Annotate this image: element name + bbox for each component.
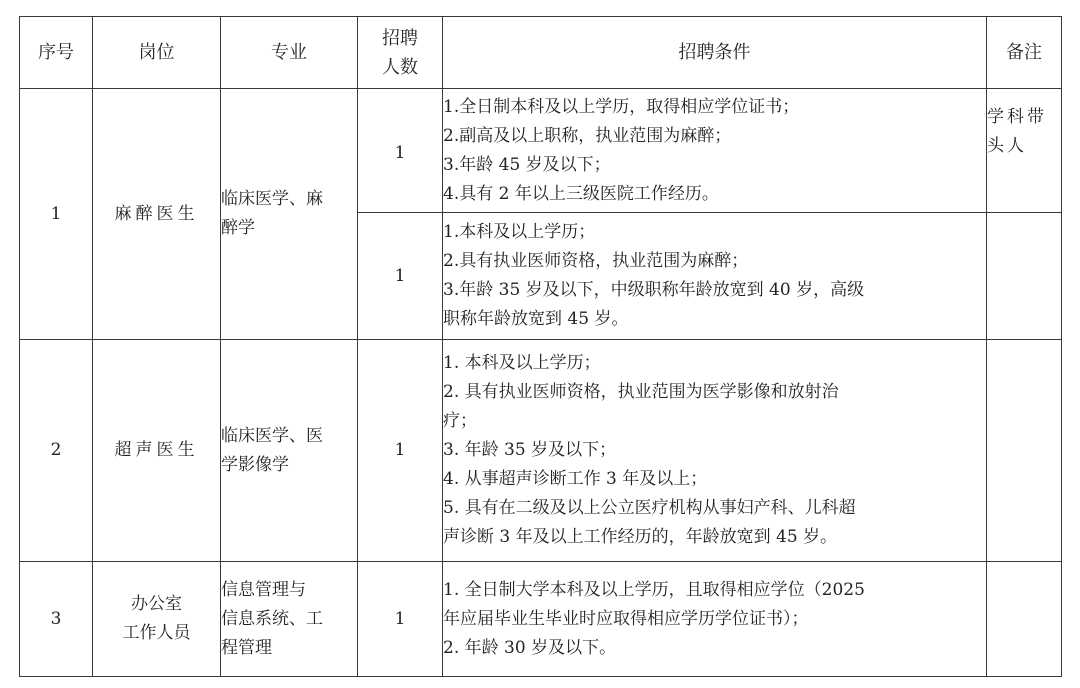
row1-position-text: 麻醉医生 xyxy=(114,203,199,224)
row2-position-text: 超声医生 xyxy=(114,440,199,460)
requirement-line: 1. 本科及以上学历； xyxy=(443,353,601,373)
row1a-count: 1 xyxy=(358,89,443,213)
row3-position xyxy=(93,562,221,677)
requirement-line: 职称年龄放宽到 45 岁。 xyxy=(443,309,629,329)
requirement-line: 3.年龄 45 岁及以下； xyxy=(443,154,611,175)
row3-position-line: 办公室 xyxy=(131,594,182,614)
remark-line: 学科带 xyxy=(987,107,1047,127)
requirement-line: 1.全日制本科及以上学历，取得相应学位证书； xyxy=(443,96,800,117)
table-row-1a xyxy=(20,89,1062,213)
requirement-line: 4. 从事超声诊断工作 3 年及以上； xyxy=(443,469,708,489)
requirement-line: 年应届毕业生毕业时应取得相应学历学位证书）； xyxy=(443,608,809,629)
requirement-line: 声诊断 3 年及以上工作经历的，年龄放宽到 45 岁。 xyxy=(443,527,838,547)
row3-remarks xyxy=(987,562,1062,677)
row3-count: 1 xyxy=(358,562,443,677)
row2-major-line: 学影像学 xyxy=(221,454,289,475)
requirement-line: 5. 具有在二级及以上公立医疗机构从事妇产科、儿科超 xyxy=(443,498,856,518)
requirement-line: 2.副高及以上职称，执业范围为麻醉； xyxy=(443,125,732,146)
row1a-remarks xyxy=(987,89,1062,213)
requirement-line: 3.年龄 35 岁及以下，中级职称年龄放宽到 40 岁，高级 xyxy=(443,280,865,300)
table-row-2 xyxy=(20,340,1062,562)
requirement-line: 2. 具有执业医师资格，执业范围为医学影像和放射治 xyxy=(443,382,839,402)
header-count-line2: 人数 xyxy=(382,56,418,78)
row1b-remarks xyxy=(987,213,1062,340)
row3-requirements xyxy=(443,562,987,677)
header-count-line1: 招聘 xyxy=(382,27,418,49)
header-major: 专业 xyxy=(221,17,358,89)
row2-count: 1 xyxy=(358,340,443,562)
row3-major xyxy=(221,562,358,677)
recruitment-table xyxy=(19,16,1062,677)
row1-position xyxy=(93,89,221,340)
row1-major-line: 临床医学、麻 xyxy=(221,189,323,209)
row2-major xyxy=(221,340,358,562)
header-seq: 序号 xyxy=(20,17,93,89)
requirement-line: 2. 年龄 30 岁及以下。 xyxy=(443,637,617,658)
requirement-line: 1.本科及以上学历； xyxy=(443,222,596,242)
row2-remarks xyxy=(987,340,1062,562)
row2-requirements xyxy=(443,340,987,562)
row1b-count: 1 xyxy=(358,213,443,340)
header-count xyxy=(358,17,443,89)
row3-position-line: 工作人员 xyxy=(122,623,191,643)
row1-seq: 1 xyxy=(20,89,93,340)
requirement-line: 疗； xyxy=(443,411,477,431)
row2-seq: 2 xyxy=(20,340,93,562)
table-row-3 xyxy=(20,562,1062,677)
header-remarks: 备注 xyxy=(987,17,1062,89)
row1-major-line: 醉学 xyxy=(221,218,255,238)
row3-major-line: 信息系统、工 xyxy=(221,608,323,629)
row3-major-line: 程管理 xyxy=(221,637,272,658)
requirement-line: 1. 全日制大学本科及以上学历，且取得相应学位（2025 xyxy=(443,579,865,600)
row1b-requirements xyxy=(443,213,987,340)
row3-major-line: 信息管理与 xyxy=(221,579,306,600)
row2-major-line: 临床医学、医 xyxy=(221,425,323,446)
header-requirements: 招聘条件 xyxy=(443,17,987,89)
row2-position xyxy=(93,340,221,562)
row1-major xyxy=(221,89,358,340)
row1a-requirements xyxy=(443,89,987,213)
row3-seq: 3 xyxy=(20,562,93,677)
requirement-line: 2.具有执业医师资格，执业范围为麻醉； xyxy=(443,251,749,271)
remark-line: 头人 xyxy=(987,136,1027,156)
header-row xyxy=(20,17,1062,89)
header-position: 岗位 xyxy=(93,17,221,89)
requirement-line: 3. 年龄 35 岁及以下； xyxy=(443,440,617,460)
requirement-line: 4.具有 2 年以上三级医院工作经历。 xyxy=(443,183,719,204)
